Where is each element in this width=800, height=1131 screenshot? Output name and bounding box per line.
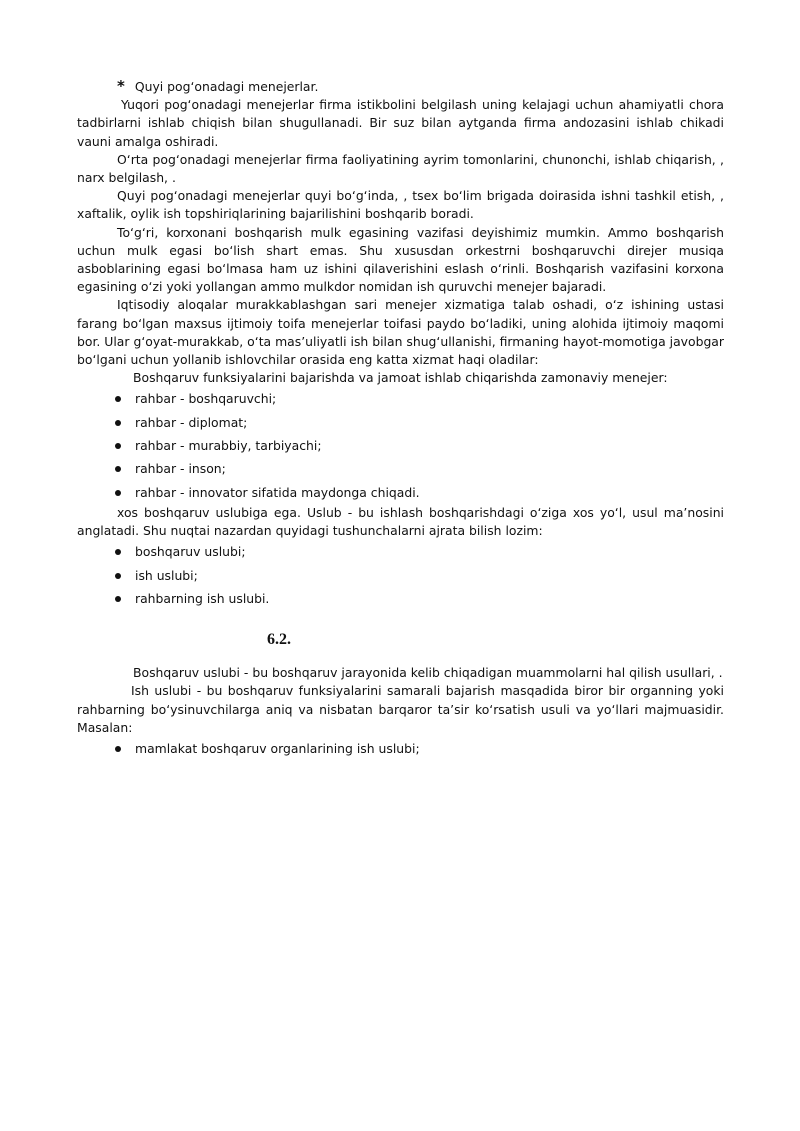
example-list (77, 737, 724, 760)
bullet-icon (115, 746, 121, 752)
paragraph-top-managers: Yuqori pog‘onadagi menejerlar firma istikbolini belgilash uning kelajagi uchun ahamiyatli chora tadbirlarni ishlab chiqish bilan shugullanadi. Bir suz bilan aytganda firma andozasini ishlab chikadi vauni amalga oshiradi. (77, 97, 724, 149)
list-item (77, 737, 724, 760)
list-item-text: rahbar - murabbiy, tarbiyachi; (135, 438, 322, 454)
list-item-text: ish uslubi; (135, 567, 198, 583)
list-item (77, 587, 724, 610)
bullet-icon (115, 549, 121, 555)
star-line (77, 77, 724, 96)
list-item-text: mamlakat boshqaruv organlarining ish uslubi; (135, 741, 420, 757)
paragraph-definition-work-style: Ish uslubi - bu boshqaruv funksiyalarini samarali bajarish masqadida biror bir organning yoki rahbarning bo‘ysinuvchilarga aniq va nisbatan barqaror ta’sir ko‘rsatish usuli va yo‘llari majmuasidir. Masalan: (77, 683, 724, 735)
list-item-text: rahbar - innovator sifatida maydonga chiqadi. (135, 484, 420, 500)
paragraph-economic-relations: Iqtisodiy aloqalar murakkablashgan sari menejer xizmatiga talab oshadi, o‘z ishining ustasi farang bo‘lgan maxsus ijtimoiy toifa menejerlar toifasi paydo bo‘ladiki, uning alohida ijtimoiy maqomi bor. Ular g‘oyat-murakkab, o‘ta mas’uliyatli ish bilan shug‘ullanishi, firmaning hayot-momotiga javobgar bo‘lgani uchun yollanib ishlovchilar orasida eng katta xizmat haqi oladilar: (77, 297, 724, 368)
paragraph-middle-managers: O‘rta pog‘onadagi menejerlar firma faoliyatining ayrim tomonlarini, chunonchi, ishlab chiqarish, , narx belgilash, . (77, 151, 724, 186)
bullet-icon (115, 573, 121, 579)
list-item-text: rahbarning ish uslubi. (135, 590, 270, 606)
spacer (77, 655, 724, 664)
paragraph-lower-managers: Quyi pog‘onadagi menejerlar quyi bo‘g‘inda, , tsex bo‘lim brigada doirasida ishni tashkil etish, , xaftalik, oylik ish topshiriqlarining bajarilishini boshqarib boradi. (77, 188, 724, 222)
list-item (77, 481, 724, 504)
section-heading: 6.2. (267, 631, 291, 649)
list-item (77, 411, 724, 434)
list-item (77, 387, 724, 410)
paragraph-style: xos boshqaruv uslubiga ega. Uslub - bu ishlash boshqarishdagi o‘ziga xos yo‘l, usul ma’nosini anglatadi. Shu nuqtai nazardan quyidagi tushunchalarni ajrata bilish lozim: (77, 504, 724, 539)
paragraph-ownership: To‘g‘ri, korxonani boshqarish mulk egasining vazifasi deyishimiz mumkin. Ammo boshqarish uchun mulk egasi bo‘lish shart emas. Shu xususdan orkestrni boshqaruvchi direjer musiqa asboblarining egasi bo‘lmasa ham uz ishini qilaverishini eslash o‘rinli. Boshqarish vazifasini korxona egasining o‘zi yoki yollangan ammo mulkdor nomidan ish quruvchi menejer bajaradi. (77, 224, 724, 295)
bullet-icon (115, 443, 121, 449)
page-content (77, 77, 724, 760)
list-item-text: boshqaruv uslubi; (135, 544, 246, 560)
list-item (77, 457, 724, 480)
style-list (77, 540, 724, 610)
roles-list (77, 387, 724, 503)
asterisk-marker: * (117, 77, 125, 95)
roles-intro: Boshqaruv funksiyalarini bajarishda va jamoat ishlab chiqarishda zamonaviy menejer: (133, 370, 668, 386)
star-line-text: Quyi pog‘onadagi menejerlar. (134, 79, 319, 94)
list-item (77, 540, 724, 563)
list-item (77, 434, 724, 457)
bullet-icon (115, 396, 121, 402)
list-item-text: rahbar - boshqaruvchi; (135, 391, 277, 407)
list-item-text: rahbar - diplomat; (135, 414, 248, 430)
list-item-text: rahbar - inson; (135, 461, 226, 477)
bullet-icon (115, 490, 121, 496)
paragraph-definition-management-style: Boshqaruv uslubi - bu boshqaruv jarayonida kelib chiqadigan muammolarni hal qilish usullari, . (133, 665, 723, 681)
bullet-icon (115, 420, 121, 426)
list-item (77, 564, 724, 587)
bullet-icon (115, 466, 121, 472)
spacer (77, 610, 724, 625)
bullet-icon (115, 596, 121, 602)
